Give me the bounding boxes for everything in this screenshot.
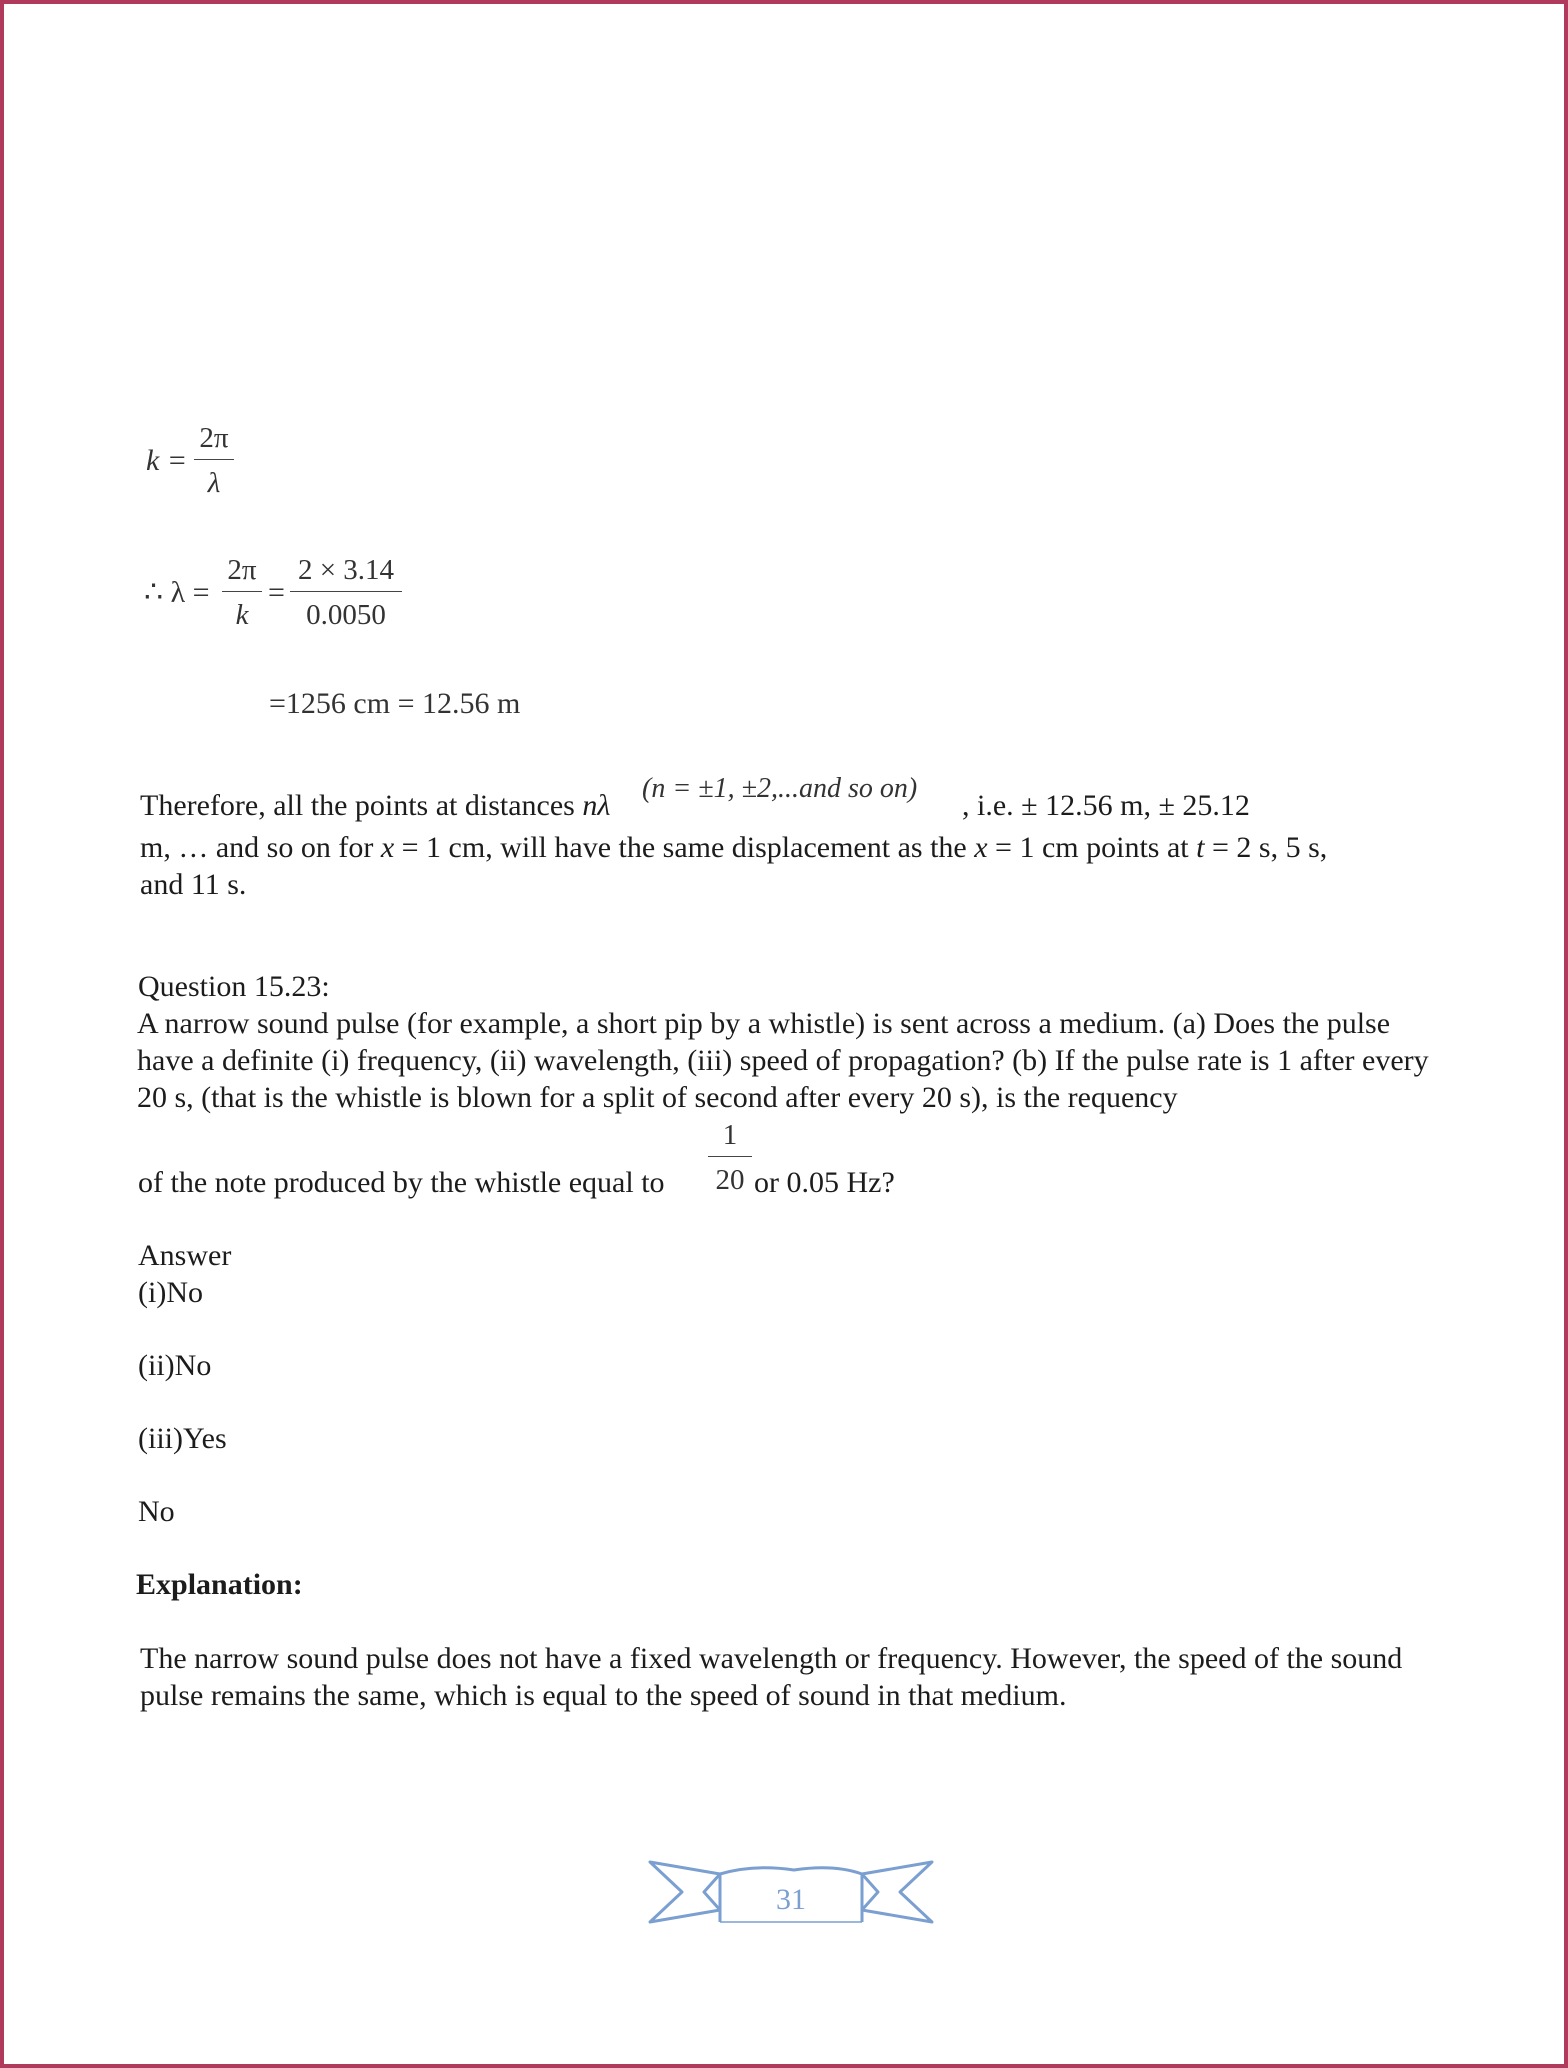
paragraph-line-1-tail: , i.e. ± 12.56 m, ± 25.12 xyxy=(962,789,1250,822)
question-last-line-start: of the note produced by the whistle equal to xyxy=(138,1166,665,1199)
answer-item: (ii)No xyxy=(138,1349,212,1382)
lambda-fraction-1 xyxy=(222,553,262,632)
answer-item: No xyxy=(138,1495,175,1528)
question-last-line-end: or 0.05 Hz? xyxy=(754,1166,895,1199)
fraction-bar xyxy=(708,1156,752,1157)
lambda-denominator-2: 0.0050 xyxy=(306,599,386,631)
text-segment: = 2 s, 5 s, xyxy=(1204,831,1328,864)
question-fraction-numerator: 1 xyxy=(722,1119,738,1151)
lambda-lhs: ∴ λ = xyxy=(144,576,210,609)
question-fraction xyxy=(708,1118,752,1197)
k-denominator: λ xyxy=(207,467,221,499)
var-x: x xyxy=(974,831,988,864)
k-numerator: 2π xyxy=(199,422,229,454)
n-range-expression: (n = ±1, ±2,...and so on) xyxy=(642,773,918,804)
question-title: Question 15.23: xyxy=(138,970,330,1003)
page-number-ornament xyxy=(644,1852,944,1937)
answer-item: (iii)Yes xyxy=(138,1422,227,1455)
var-x: x xyxy=(380,831,395,864)
lambda-result: =1256 cm = 12.56 m xyxy=(269,687,521,720)
text-segment: = 1 cm, will have the same displacement as the xyxy=(394,831,975,864)
fraction-bar xyxy=(222,591,262,592)
n-lambda: nλ xyxy=(582,789,611,822)
explanation-heading: Explanation: xyxy=(136,1568,303,1601)
explanation-text: The narrow sound pulse does not have a fixed wavelength or frequency. However, the speed of the sound pulse remains the same, which is equal to the speed of sound in that medium. xyxy=(140,1642,1403,1712)
question-text: A narrow sound pulse (for example, a short pip by a whistle) is sent across a medium. (a) Does the pulse have a definite (i) frequency, (ii) wavelength, (iii) speed of propagation? (b) If the pulse rate is 1 after every 20 s, (that is the whistle is blown for a split of second after every 20 s), is the requency xyxy=(137,1007,1429,1114)
fraction-bar xyxy=(194,459,234,460)
k-lhs: k = xyxy=(146,444,188,477)
answer-label: Answer xyxy=(138,1239,232,1272)
text-segment: Therefore, all the points at distances xyxy=(140,789,583,822)
fraction-bar xyxy=(290,591,402,592)
paragraph-line-1 xyxy=(140,787,610,824)
question-fraction-denominator: 20 xyxy=(715,1164,745,1196)
lambda-numerator-1: 2π xyxy=(227,554,257,586)
lambda-numerator-2: 2 × 3.14 xyxy=(297,554,395,586)
paragraph-line-3: and 11 s. xyxy=(140,868,247,901)
lambda-denominator-1: k xyxy=(235,599,249,631)
var-t: t xyxy=(1196,831,1205,864)
answer-item: (i)No xyxy=(138,1276,203,1309)
lambda-fraction-2 xyxy=(290,553,402,632)
text-segment: m, … and so on for xyxy=(140,831,381,864)
equals-sign: = xyxy=(268,576,285,609)
ribbon-icon xyxy=(644,1852,944,1932)
paragraph-line-2 xyxy=(140,829,1327,866)
page-number: 31 xyxy=(776,1883,806,1916)
text-segment: = 1 cm points at xyxy=(987,831,1197,864)
k-fraction xyxy=(194,421,234,500)
